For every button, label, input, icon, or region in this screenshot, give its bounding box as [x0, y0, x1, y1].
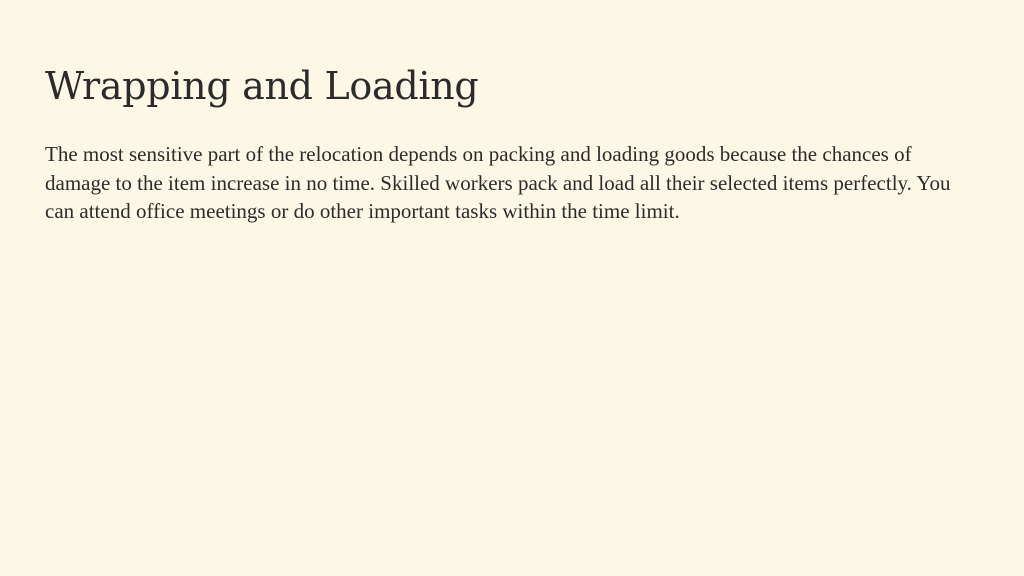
- slide-title: Wrapping and Loading: [45, 64, 479, 108]
- slide-body-text: The most sensitive part of the relocation depends on packing and loading goods because the chances of damage to the item increase in no time. Skilled workers pack and load all their selected items perfectly. You can attend office meetings or do other important tasks within the time limit.: [45, 142, 951, 224]
